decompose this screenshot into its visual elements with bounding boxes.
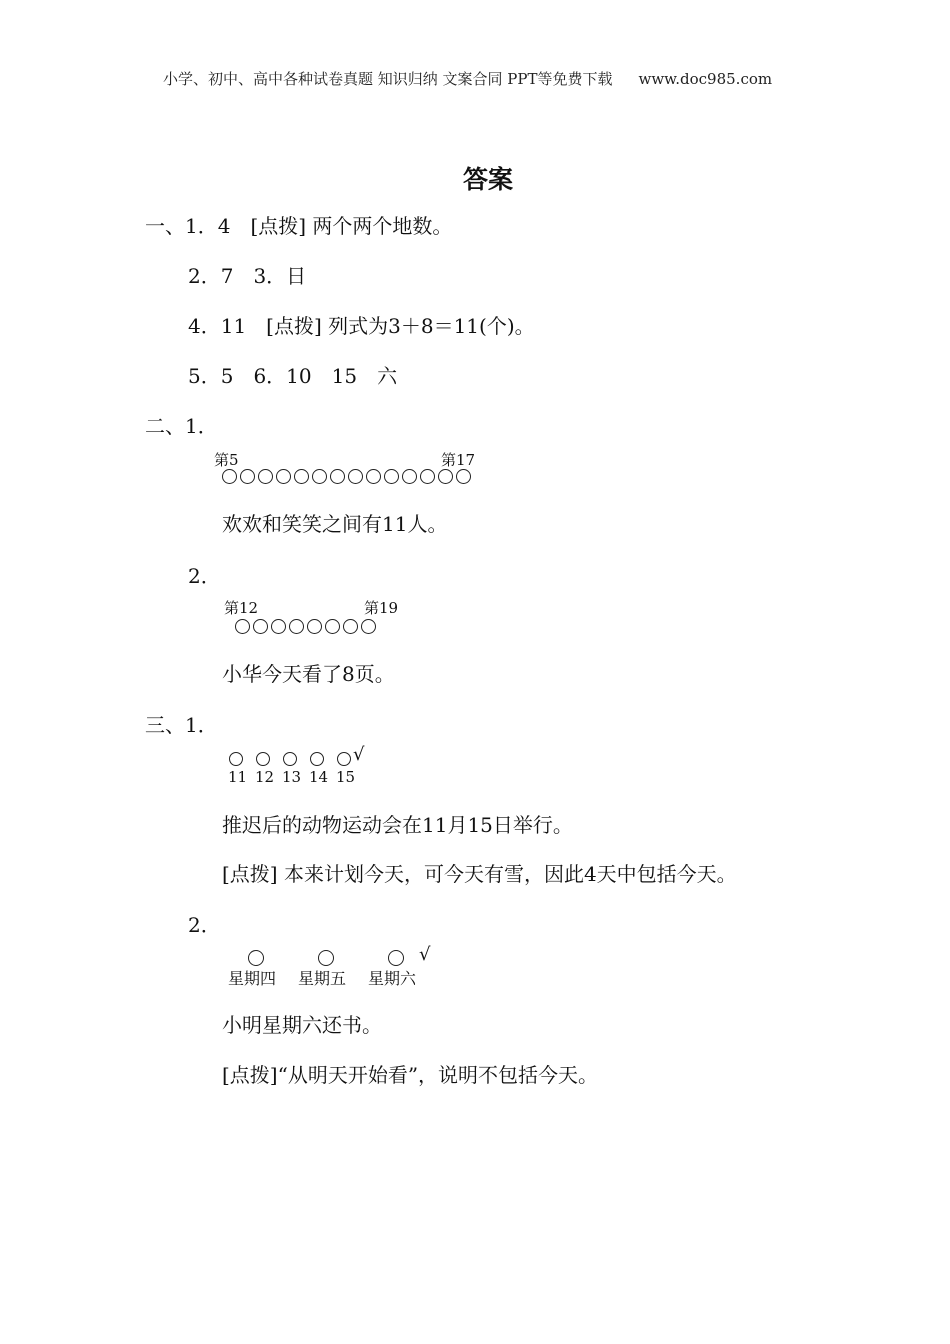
header-text: 小学、初中、高中各种试卷真题 知识归纳 文案合同 PPT等免费下载 — [163, 70, 613, 88]
answer-2-1: 二、1． — [145, 414, 218, 438]
header-url: www.doc985.com — [638, 70, 773, 88]
circle-mark — [343, 619, 358, 634]
answer-2-2-result: 小华今天看了8页。 — [222, 662, 395, 686]
circle-mark — [276, 469, 291, 484]
circle-mark — [289, 619, 304, 634]
diagram3-label: 15 — [336, 768, 356, 786]
diagram4-circle — [248, 950, 264, 966]
diagram3-label: 14 — [309, 768, 329, 786]
circle-mark — [253, 619, 268, 634]
answer-3-1-tip: [点拨] 本来计划今天，可今天有雪，因此4天中包括今天。 — [222, 862, 737, 886]
diagram3-circle — [283, 752, 297, 766]
diagram3-check-mark: √ — [353, 744, 365, 765]
circle-mark — [330, 469, 345, 484]
circle-mark — [312, 469, 327, 484]
circle-mark — [325, 619, 340, 634]
answer-3-1: 三、1． — [145, 713, 218, 737]
page-header — [163, 68, 772, 89]
diagram4-circle — [388, 950, 404, 966]
diagram4-label: 星期六 — [368, 969, 417, 988]
answer-3-2-tip: [点拨]“从明天开始看”，说明不包括今天。 — [222, 1063, 599, 1087]
answer-3-2-result: 小明星期六还书。 — [222, 1013, 382, 1037]
diagram2-circles — [235, 619, 376, 634]
circle-mark — [456, 469, 471, 484]
diagram3-label: 13 — [282, 768, 302, 786]
diagram2-left-label: 第12 — [224, 599, 259, 617]
diagram1-right-label: 第17 — [441, 451, 476, 469]
diagram3-label: 11 — [228, 768, 248, 786]
diagram3-circle — [256, 752, 270, 766]
circle-mark — [366, 469, 381, 484]
diagram4-label: 星期五 — [298, 969, 347, 988]
circle-mark — [294, 469, 309, 484]
answer-1-1: 一、1．4 [点拨] 两个两个地数。 — [145, 214, 453, 238]
answer-1-5: 5．5 6．10 15 六 — [188, 364, 398, 388]
diagram4-check-mark: √ — [419, 944, 431, 965]
diagram4-label: 星期四 — [228, 969, 277, 988]
diagram4-circle — [318, 950, 334, 966]
diagram1-left-label: 第5 — [214, 451, 239, 469]
answer-2-2: 2． — [188, 564, 221, 588]
circle-mark — [307, 619, 322, 634]
circle-mark — [258, 469, 273, 484]
diagram3-circle — [310, 752, 324, 766]
diagram3-label: 12 — [255, 768, 275, 786]
circle-mark — [361, 619, 376, 634]
circle-mark — [235, 619, 250, 634]
circle-mark — [402, 469, 417, 484]
answer-2-1-result: 欢欢和笑笑之间有11人。 — [222, 512, 448, 536]
circle-mark — [222, 469, 237, 484]
answer-3-2: 2． — [188, 913, 221, 937]
answer-1-2: 2．7 3．日 — [188, 264, 307, 288]
circle-mark — [384, 469, 399, 484]
diagram3-circle — [337, 752, 351, 766]
page-title: 答案 — [462, 165, 513, 194]
circle-mark — [240, 469, 255, 484]
circle-mark — [348, 469, 363, 484]
diagram1-circles — [222, 469, 471, 484]
answer-1-4: 4．11 [点拨] 列式为3＋8＝11(个)。 — [188, 314, 535, 338]
diagram2-right-label: 第19 — [364, 599, 399, 617]
circle-mark — [438, 469, 453, 484]
diagram3-circle — [229, 752, 243, 766]
circle-mark — [420, 469, 435, 484]
answer-3-1-result: 推迟后的动物运动会在11月15日举行。 — [222, 813, 573, 837]
circle-mark — [271, 619, 286, 634]
